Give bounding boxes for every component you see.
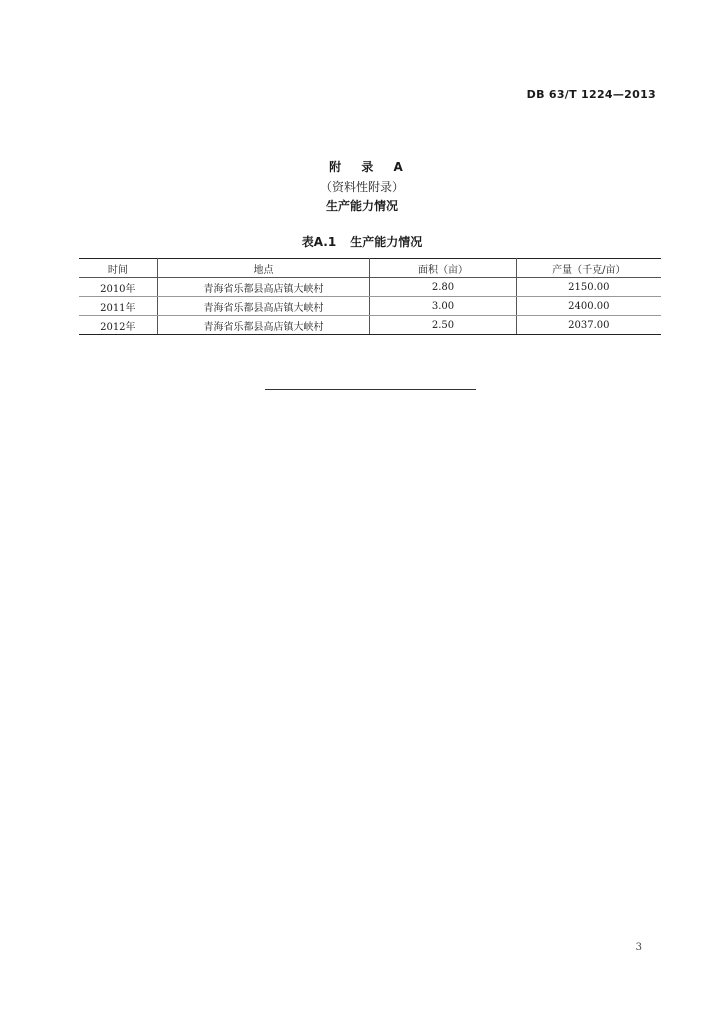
cell-yield: 2150.00 bbox=[516, 278, 661, 297]
cell-location: 青海省乐都县高店镇大峡村 bbox=[157, 316, 370, 335]
page-number: 3 bbox=[635, 942, 642, 953]
production-capacity-table bbox=[79, 258, 661, 335]
appendix-type: （资料性附录） bbox=[319, 180, 404, 194]
cell-time: 2011年 bbox=[79, 297, 157, 316]
cell-yield: 2400.00 bbox=[516, 297, 661, 316]
table-caption bbox=[0, 233, 724, 250]
cell-time: 2012年 bbox=[79, 316, 157, 335]
document-code: DB 63/T 1224—2013 bbox=[526, 88, 656, 101]
appendix-title: 附 录 A bbox=[329, 160, 411, 174]
end-of-document-rule bbox=[265, 389, 476, 390]
cell-location: 青海省乐都县高店镇大峡村 bbox=[157, 278, 370, 297]
header-time: 时间 bbox=[79, 259, 157, 278]
cell-area: 3.00 bbox=[370, 297, 516, 316]
table-header-row bbox=[79, 259, 661, 278]
table-row bbox=[79, 297, 661, 316]
cell-area: 2.80 bbox=[370, 278, 516, 297]
table-caption-title: 生产能力情况 bbox=[350, 235, 423, 249]
table-row bbox=[79, 316, 661, 335]
table-caption-number: 表A.1 bbox=[301, 235, 337, 249]
appendix-subject: 生产能力情况 bbox=[325, 199, 398, 213]
header-location: 地点 bbox=[157, 259, 370, 278]
cell-time: 2010年 bbox=[79, 278, 157, 297]
table-row bbox=[79, 278, 661, 297]
cell-location: 青海省乐都县高店镇大峡村 bbox=[157, 297, 370, 316]
cell-area: 2.50 bbox=[370, 316, 516, 335]
header-area: 面积（亩） bbox=[370, 259, 516, 278]
header-yield: 产量（千克/亩） bbox=[516, 259, 661, 278]
cell-yield: 2037.00 bbox=[516, 316, 661, 335]
